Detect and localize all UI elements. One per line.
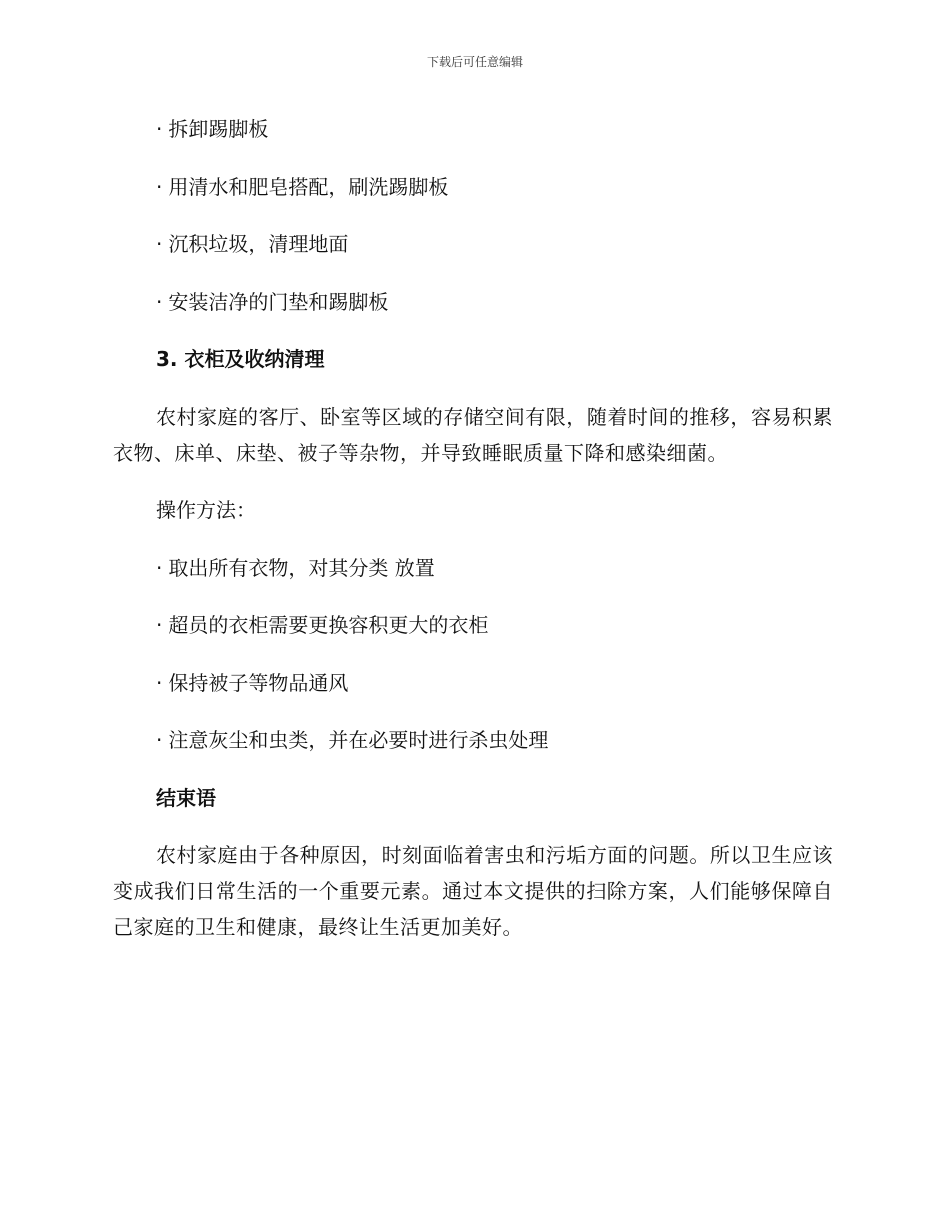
list-item-text: 取出所有衣物，对其分类 放置 <box>168 555 435 580</box>
list-item <box>113 111 833 147</box>
list-item <box>113 722 833 758</box>
list-item <box>113 607 833 643</box>
list-item-text: 拆卸踢脚板 <box>168 117 269 141</box>
list-item <box>113 169 833 205</box>
section-heading: 3. 衣柜及收纳清理 <box>156 347 325 371</box>
bullet-dot: · <box>156 174 163 199</box>
bullet-dot: · <box>156 117 163 141</box>
list-item <box>113 226 833 262</box>
bullet-dot: · <box>156 728 163 752</box>
list-item-text: 用清水和肥皂搭配，刷洗踢脚板 <box>168 174 449 199</box>
conclusion-heading: 结束语 <box>156 785 216 810</box>
list-item-text: 注意灰尘和虫类，并在必要时进行杀虫处理 <box>168 728 549 752</box>
list-item-text: 沉积垃圾，清理地面 <box>168 232 349 256</box>
bullet-dot: · <box>156 555 163 580</box>
section-paragraph: 农村家庭的客厅、卧室等区域的存储空间有限，随着时间的推移，容易积累衣物、床单、床垫、被子等杂物，并导致睡眠质量下降和感染细菌。 <box>113 404 833 465</box>
list-item-text: 安装洁净的门垫和踢脚板 <box>168 289 389 314</box>
bullet-dot: · <box>156 232 163 256</box>
list-item <box>113 284 833 320</box>
list-item-text: 保持被子等物品通风 <box>168 670 349 695</box>
page-header: 下载后可任意编辑 <box>426 55 523 69</box>
bullet-dot: · <box>156 613 163 637</box>
list-item <box>113 550 833 586</box>
bullet-dot: · <box>156 289 163 314</box>
list-item <box>113 665 833 701</box>
list-item-text: 超员的衣柜需要更换容积更大的衣柜 <box>168 613 489 637</box>
conclusion-paragraph: 农村家庭由于各种原因，时刻面临着害虫和污垢方面的问题。所以卫生应该变成我们日常生活的一个重要元素。通过本文提供的扫除方案，人们能够保障自己家庭的卫生和健康，最终让生活更加美好。 <box>113 843 833 939</box>
document-body <box>113 111 833 967</box>
method-label: 操作方法： <box>156 498 256 522</box>
bullet-dot: · <box>156 670 163 695</box>
